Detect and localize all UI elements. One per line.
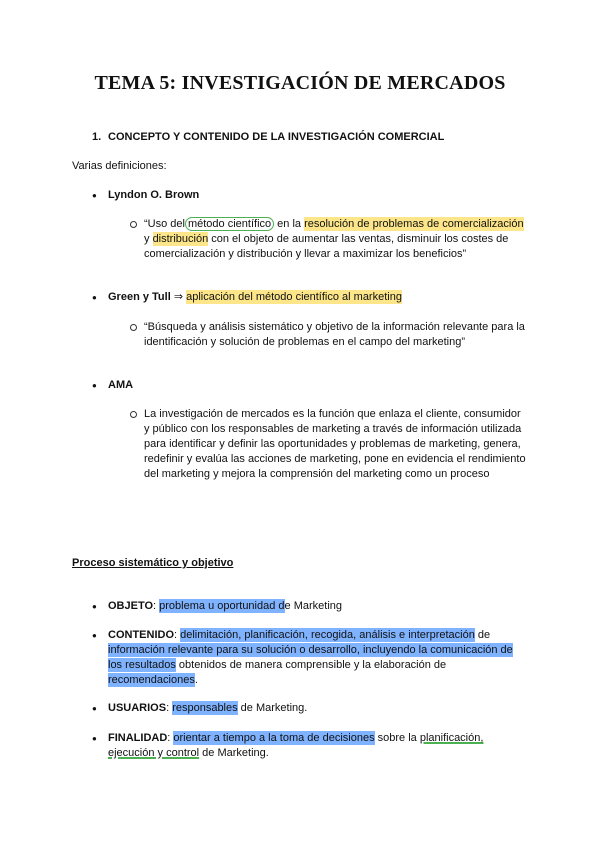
bullet-icon: ●: [92, 293, 97, 302]
highlight-blue: delimitación, planificación, recogida, análisis e interpretación: [180, 629, 475, 641]
bullet-icon: ●: [92, 734, 97, 743]
highlight-blue: información relevante para su solución o desarrollo, incluyendo la comunicación de los resultados: [108, 644, 513, 671]
bullet-icon: ●: [92, 191, 97, 200]
list-item-objeto: OBJETO: problema u oportunidad de Marketing: [108, 600, 343, 612]
bullet-icon: ●: [92, 704, 97, 713]
list-item-contenido: CONTENIDO: delimitación, planificación, recogida, análisis e interpretación de información relevante para su solución o desarrollo, incluyendo la comunicación de los resultados obtenidos de manera comprensible y la elaboración de recomendaciones.: [108, 629, 513, 686]
list-item-usuarios: USUARIOS: responsables de Marketing.: [108, 702, 308, 714]
intro-text: Varias definiciones:: [72, 160, 167, 172]
subsection-heading: Proceso sistemático y objetivo: [72, 557, 234, 569]
definition-author-brown: Lyndon O. Brown: [108, 189, 200, 201]
arrow-icon: ⇒: [170, 291, 187, 303]
bullet-icon: ●: [92, 381, 97, 390]
highlight-yellow: aplicación del método científico al marketing: [186, 291, 402, 303]
highlight-blue: responsables: [172, 702, 238, 714]
definition-author-ama: AMA: [108, 379, 134, 391]
definition-quote-brown: “Uso del método científico en la resolución de problemas de comercialización y distribución con el objeto de aumentar las ventas, disminuir los costes de comercialización y distribución y llevar a maximizar los beneficios”: [144, 218, 524, 260]
hollow-bullet-icon: [130, 324, 137, 331]
hollow-bullet-icon: [130, 221, 137, 228]
definition-quote-ama: La investigación de mercados es la función que enlaza el cliente, consumidor y público con los responsables de marketing a través de información utilizada para identificar y definir las oportunidades y problemas de marketing, genera, redefinir y evalúa las acciones de marketing, pone en evidencia el rendimiento del marketing y mejora la comprensión del marketing como un proceso: [144, 408, 526, 480]
annotation-circle: método científico: [185, 217, 274, 231]
highlight-blue: orientar a tiempo a la toma de decisiones: [173, 732, 375, 744]
definition-quote-green: “Búsqueda y análisis sistemático y objetivo de la información relevante para la identificación y solución de problemas en el campo del marketing”: [144, 321, 525, 348]
highlight-blue: recomendaciones: [108, 674, 195, 686]
highlight-yellow: resolución de problemas de comercialización: [304, 218, 524, 230]
section-heading: CONCEPTO Y CONTENIDO DE LA INVESTIGACIÓN COMERCIAL: [108, 131, 445, 143]
highlight-yellow: distribución: [152, 233, 209, 245]
bullet-icon: ●: [92, 602, 97, 611]
hollow-bullet-icon: [130, 411, 137, 418]
bullet-icon: ●: [92, 631, 97, 640]
section-number: 1.: [92, 131, 102, 143]
annotation-underline: planificación, ejecución y control: [108, 732, 484, 759]
highlight-blue: problema u oportunidad d: [159, 600, 285, 612]
page-title: TEMA 5: INVESTIGACIÓN DE MERCADOS: [94, 72, 506, 94]
list-item-finalidad: FINALIDAD: orientar a tiempo a la toma de decisiones sobre la planificación, ejecución y control de Marketing.: [108, 732, 484, 759]
definition-author-green: Green y Tull ⇒ aplicación del método científico al marketing: [108, 291, 402, 303]
